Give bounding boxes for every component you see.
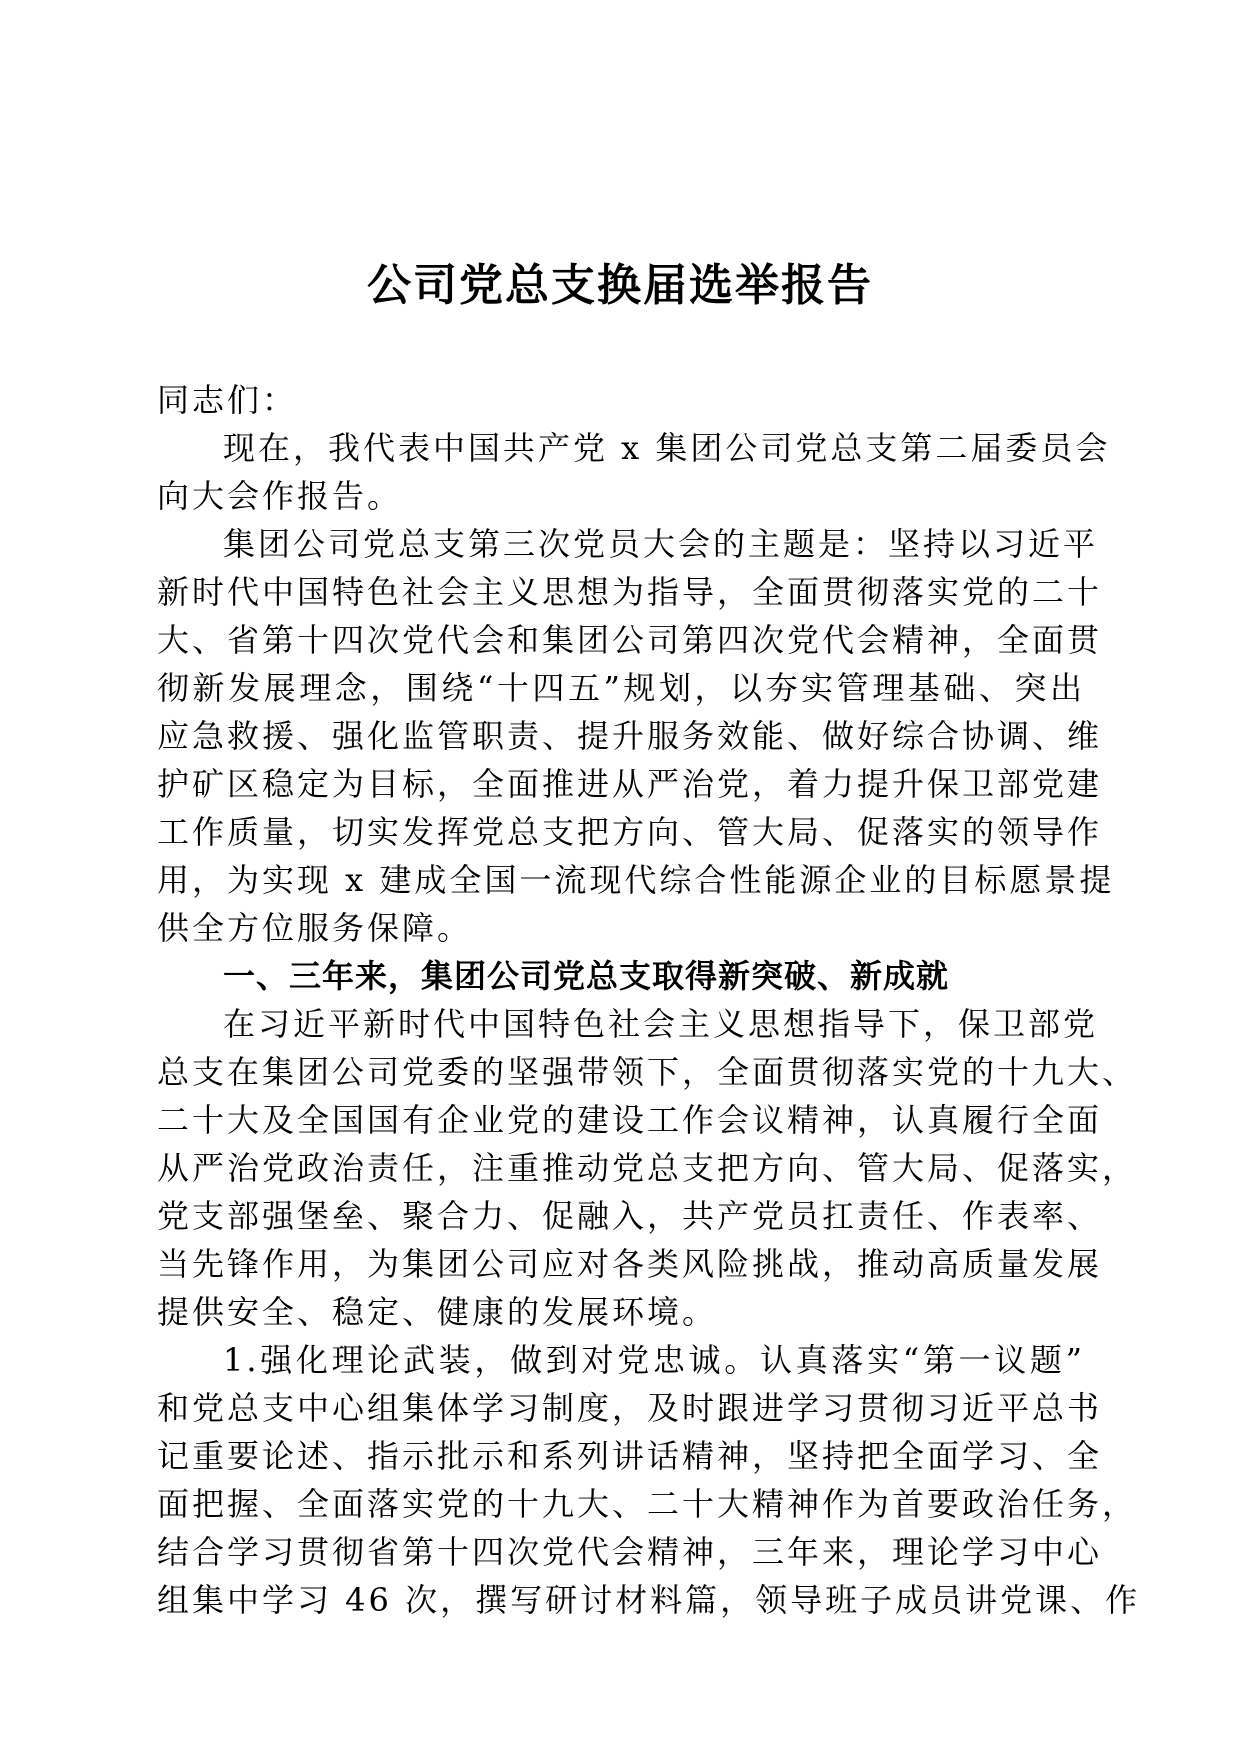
paragraph-line: 彻新发展理念，围绕“十四五”规划，以夯实管理基础、突出 (157, 669, 1085, 707)
paragraph-line: 党支部强堡垒、聚合力、促融入，共产党员扛责任、作表率、 (157, 1197, 1103, 1235)
paragraph-line: 用，为实现 x 建成全国一流现代综合性能源企业的目标愿景提 (157, 861, 1115, 899)
paragraph-line: 应急救援、强化监管职责、提升服务效能、做好综合协调、维 (157, 717, 1103, 755)
document-title: 公司党总支换届选举报告 (367, 260, 873, 311)
salutation: 同志们： (157, 381, 298, 419)
paragraph-line: 护矿区稳定为目标，全面推进从严治党，着力提升保卫部党建 (157, 765, 1103, 803)
paragraph-line: 提供安全、稳定、健康的发展环境。 (157, 1293, 718, 1331)
paragraph-line: 向大会作报告。 (157, 477, 403, 515)
paragraph-line: 工作质量，切实发挥党总支把方向、管大局、促落实的领导作 (157, 813, 1103, 851)
paragraph-line: 供全方位服务保障。 (157, 909, 473, 947)
paragraph-line: 当先锋作用，为集团公司应对各类风险挑战，推动高质量发展 (157, 1245, 1103, 1283)
paragraph-line: 二十大及全国国有企业党的建设工作会议精神，认真履行全面 (157, 1101, 1103, 1139)
paragraph-line: 大、省第十四次党代会和集团公司第四次党代会精神，全面贯 (157, 621, 1103, 659)
paragraph-line: 从严治党政治责任，注重推动党总支把方向、管大局、促落实， (157, 1149, 1138, 1187)
paragraph-line: 集团公司党总支第三次党员大会的主题是：坚持以习近平 (223, 525, 1099, 563)
paragraph-line: 组集中学习 46 次，撰写研讨材料篇，领导班子成员讲党课、作 (157, 1581, 1141, 1619)
paragraph-line: 在习近平新时代中国特色社会主义思想指导下，保卫部党 (223, 1005, 1099, 1043)
paragraph-line: 结合学习贯彻省第十四次党代会精神，三年来，理论学习中心 (157, 1533, 1103, 1571)
paragraph-line: 新时代中国特色社会主义思想为指导，全面贯彻落实党的二十 (157, 573, 1103, 611)
section-heading: 一、三年来，集团公司党总支取得新突破、新成就 (223, 957, 950, 995)
paragraph-line: 1.强化理论武装，做到对党忠诚。认真落实“第一议题” (223, 1341, 1085, 1379)
paragraph-line: 记重要论述、指示批示和系列讲话精神，坚持把全面学习、全 (157, 1437, 1103, 1475)
paragraph-line: 和党总支中心组集体学习制度，及时跟进学习贯彻习近平总书 (157, 1389, 1103, 1427)
document-body (157, 376, 1141, 1624)
paragraph-line: 总支在集团公司党委的坚强带领下，全面贯彻落实党的十九大、 (157, 1053, 1138, 1091)
paragraph-line: 现在，我代表中国共产党 x 集团公司党总支第二届委员会 (223, 429, 1111, 467)
paragraph-line: 面把握、全面落实党的十九大、二十大精神作为首要政治任务， (157, 1485, 1138, 1523)
